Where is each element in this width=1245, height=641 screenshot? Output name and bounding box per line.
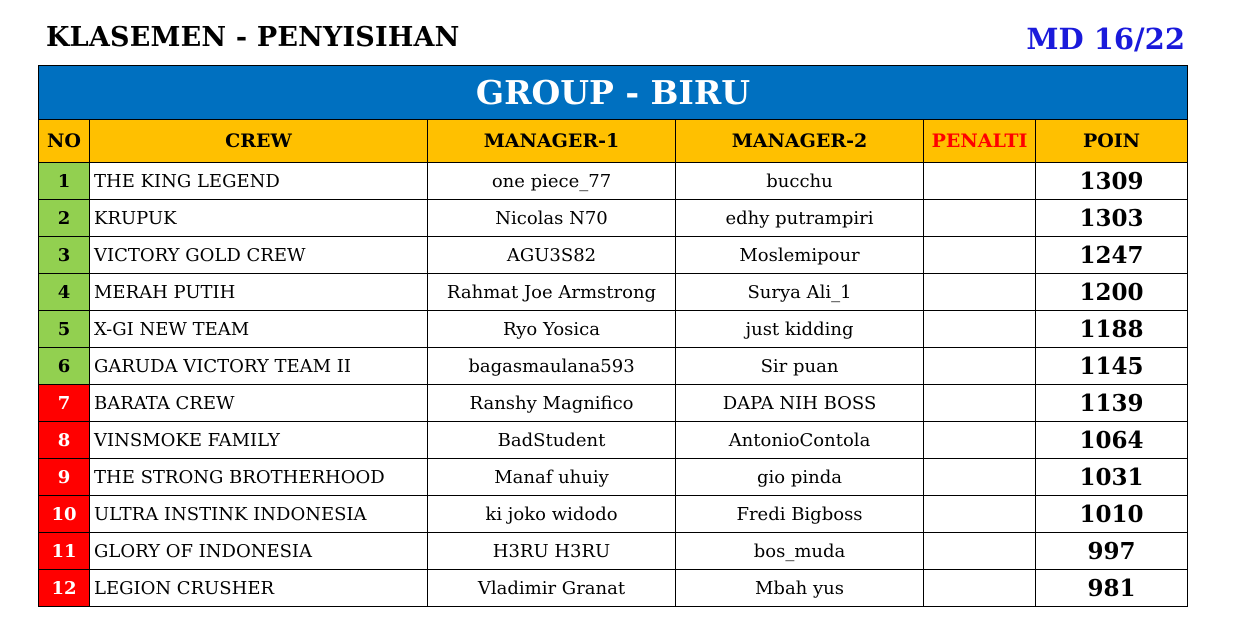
manager-2-cell: AntonioContola [676, 422, 924, 459]
crew-cell: LEGION CRUSHER [90, 570, 428, 607]
manager-2-cell: Mbah yus [676, 570, 924, 607]
group-title-row [39, 66, 1188, 120]
rank-cell: 3 [39, 237, 90, 274]
points-cell: 1010 [1036, 496, 1188, 533]
manager-2-cell: Moslemipour [676, 237, 924, 274]
group-title: GROUP - BIRU [39, 66, 1188, 120]
points-cell: 1247 [1036, 237, 1188, 274]
manager-1-cell: Rahmat Joe Armstrong [428, 274, 676, 311]
points-cell: 1200 [1036, 274, 1188, 311]
crew-cell: ULTRA INSTINK INDONESIA [90, 496, 428, 533]
rank-cell: 8 [39, 422, 90, 459]
rank-cell: 7 [39, 385, 90, 422]
rank-cell: 4 [39, 274, 90, 311]
penalty-cell [924, 459, 1036, 496]
crew-cell: THE KING LEGEND [90, 163, 428, 200]
points-cell: 1031 [1036, 459, 1188, 496]
table-row [39, 533, 1188, 570]
penalty-cell [924, 163, 1036, 200]
manager-2-cell: Sir puan [676, 348, 924, 385]
manager-1-cell: ki joko widodo [428, 496, 676, 533]
manager-1-cell: BadStudent [428, 422, 676, 459]
points-cell: 1303 [1036, 200, 1188, 237]
manager-1-cell: H3RU H3RU [428, 533, 676, 570]
rank-cell: 2 [39, 200, 90, 237]
crew-cell: THE STRONG BROTHERHOOD [90, 459, 428, 496]
column-header-manager-1: MANAGER-1 [428, 120, 676, 163]
manager-1-cell: AGU3S82 [428, 237, 676, 274]
penalty-cell [924, 570, 1036, 607]
standings-body [39, 163, 1188, 607]
page-title: KLASEMEN - PENYISIHAN [46, 22, 460, 53]
manager-2-cell: Surya Ali_1 [676, 274, 924, 311]
points-cell: 1309 [1036, 163, 1188, 200]
crew-cell: MERAH PUTIH [90, 274, 428, 311]
points-cell: 981 [1036, 570, 1188, 607]
manager-1-cell: Ryo Yosica [428, 311, 676, 348]
table-row [39, 311, 1188, 348]
penalty-cell [924, 533, 1036, 570]
manager-1-cell: Vladimir Granat [428, 570, 676, 607]
manager-2-cell: Fredi Bigboss [676, 496, 924, 533]
manager-2-cell: bucchu [676, 163, 924, 200]
crew-cell: VINSMOKE FAMILY [90, 422, 428, 459]
penalty-cell [924, 274, 1036, 311]
table-row [39, 237, 1188, 274]
points-cell: 1188 [1036, 311, 1188, 348]
table-row [39, 348, 1188, 385]
penalty-cell [924, 200, 1036, 237]
penalty-cell [924, 311, 1036, 348]
crew-cell: GLORY OF INDONESIA [90, 533, 428, 570]
penalty-cell [924, 496, 1036, 533]
rank-cell: 10 [39, 496, 90, 533]
crew-cell: KRUPUK [90, 200, 428, 237]
manager-1-cell: Nicolas N70 [428, 200, 676, 237]
crew-cell: VICTORY GOLD CREW [90, 237, 428, 274]
table-row [39, 385, 1188, 422]
column-header-points: POIN [1036, 120, 1188, 163]
table-row [39, 496, 1188, 533]
rank-cell: 9 [39, 459, 90, 496]
table-row [39, 163, 1188, 200]
rank-cell: 12 [39, 570, 90, 607]
column-header-crew: CREW [90, 120, 428, 163]
points-cell: 1064 [1036, 422, 1188, 459]
penalty-cell [924, 422, 1036, 459]
manager-1-cell: bagasmaulana593 [428, 348, 676, 385]
manager-2-cell: just kidding [676, 311, 924, 348]
manager-1-cell: Ranshy Magnifico [428, 385, 676, 422]
matchday-label: MD 16/22 [1026, 22, 1185, 56]
points-cell: 1139 [1036, 385, 1188, 422]
rank-cell: 1 [39, 163, 90, 200]
rank-cell: 11 [39, 533, 90, 570]
manager-2-cell: bos_muda [676, 533, 924, 570]
penalty-cell [924, 348, 1036, 385]
table-row [39, 570, 1188, 607]
manager-2-cell: DAPA NIH BOSS [676, 385, 924, 422]
manager-2-cell: gio pinda [676, 459, 924, 496]
table-row [39, 200, 1188, 237]
table-row [39, 422, 1188, 459]
manager-1-cell: one piece_77 [428, 163, 676, 200]
manager-2-cell: edhy putrampiri [676, 200, 924, 237]
column-header-row [39, 120, 1188, 163]
points-cell: 997 [1036, 533, 1188, 570]
table-row [39, 274, 1188, 311]
column-header-penalty: PENALTI [924, 120, 1036, 163]
manager-1-cell: Manaf uhuiy [428, 459, 676, 496]
points-cell: 1145 [1036, 348, 1188, 385]
column-header-manager-2: MANAGER-2 [676, 120, 924, 163]
penalty-cell [924, 385, 1036, 422]
rank-cell: 6 [39, 348, 90, 385]
column-header-no: NO [39, 120, 90, 163]
crew-cell: X-GI NEW TEAM [90, 311, 428, 348]
crew-cell: GARUDA VICTORY TEAM II [90, 348, 428, 385]
penalty-cell [924, 237, 1036, 274]
table-row [39, 459, 1188, 496]
rank-cell: 5 [39, 311, 90, 348]
standings-table [38, 65, 1188, 607]
crew-cell: BARATA CREW [90, 385, 428, 422]
